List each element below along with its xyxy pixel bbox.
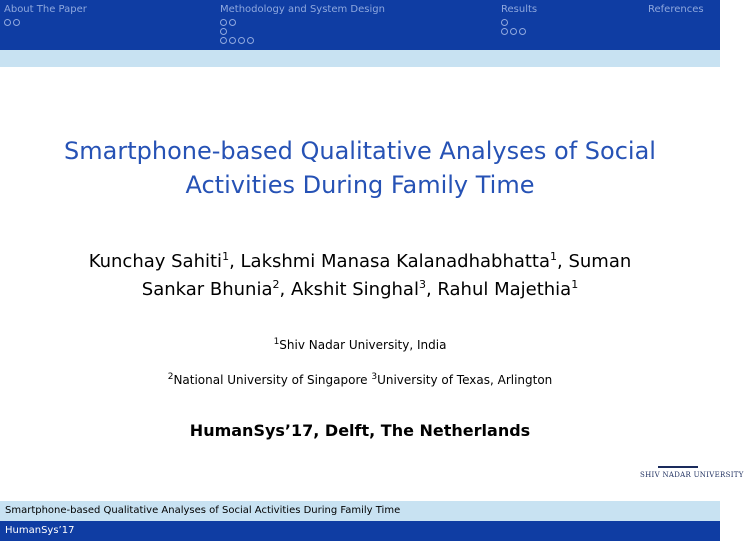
top-navigation-bar <box>0 0 720 50</box>
nav-dot-row <box>4 18 87 27</box>
nav-slide-dot[interactable] <box>229 37 236 44</box>
university-logo <box>640 466 744 484</box>
footer-event-bar <box>0 521 720 541</box>
logo-bar <box>658 466 698 468</box>
author-1-sup: 1 <box>222 250 230 263</box>
nav-section-about[interactable] <box>4 4 87 27</box>
nav-slide-dot[interactable] <box>501 28 508 35</box>
author-3b: Sankar Bhunia <box>141 279 273 300</box>
author-3a: , Suman <box>557 251 632 272</box>
nav-slide-dot[interactable] <box>247 37 254 44</box>
footer-title-bar <box>0 501 720 521</box>
aff3-text: University of Texas, Arlington <box>377 373 553 387</box>
footer-title: Smartphone-based Qualitative Analyses of Social Activities During Family Time <box>5 505 401 516</box>
nav-dot-row <box>501 27 537 36</box>
nav-slide-dot[interactable] <box>13 19 20 26</box>
affiliation-1 <box>40 338 680 352</box>
nav-slide-dot[interactable] <box>220 37 227 44</box>
footer-event: HumanSys’17 <box>5 525 75 536</box>
nav-label-results[interactable]: Results <box>501 4 538 15</box>
aff1-text: Shiv Nadar University, India <box>279 338 447 352</box>
aff2-text: National University of Singapore <box>173 373 372 387</box>
nav-dot-row <box>220 36 385 45</box>
nav-dot-row <box>220 18 385 27</box>
author-list <box>40 248 680 304</box>
nav-slide-dot[interactable] <box>519 28 526 35</box>
nav-dots-results <box>501 18 537 36</box>
title-line-2: Activities During Family Time <box>185 171 535 199</box>
author-4: , Akshit Singhal <box>279 279 419 300</box>
author-1: Kunchay Sahiti <box>88 251 223 272</box>
nav-dot-row <box>220 27 385 36</box>
nav-slide-dot[interactable] <box>510 28 517 35</box>
nav-label-references[interactable]: References <box>648 4 704 15</box>
affiliation-2-3 <box>40 373 680 387</box>
author-5-sup: 1 <box>571 278 579 291</box>
nav-dots-methodology <box>220 18 385 45</box>
venue: HumanSys’17, Delft, The Netherlands <box>189 421 531 440</box>
nav-slide-dot[interactable] <box>501 19 508 26</box>
author-3-sup: 2 <box>272 278 280 291</box>
nav-slide-dot[interactable] <box>220 19 227 26</box>
aff2-sup: 2 <box>167 372 174 382</box>
nav-section-methodology[interactable] <box>220 4 385 45</box>
author-2: , Lakshmi Manasa Kalanadhabhatta <box>229 251 551 272</box>
nav-label-methodology[interactable]: Methodology and System Design <box>220 4 385 15</box>
aff3-sup: 3 <box>371 372 378 382</box>
nav-section-references[interactable] <box>648 4 704 18</box>
nav-slide-dot[interactable] <box>220 28 227 35</box>
author-2-sup: 1 <box>550 250 558 263</box>
title-line-1: Smartphone-based Qualitative Analyses of Social <box>64 137 656 165</box>
author-5: , Rahul Majethia <box>425 279 572 300</box>
slide-title <box>40 134 680 202</box>
aff1-sup: 1 <box>273 337 280 347</box>
nav-slide-dot[interactable] <box>4 19 11 26</box>
nav-slide-dot[interactable] <box>238 37 245 44</box>
nav-section-results[interactable] <box>501 4 537 36</box>
nav-label-about[interactable]: About The Paper <box>4 4 87 15</box>
nav-dots-about <box>4 18 87 27</box>
author-4-sup: 3 <box>418 278 426 291</box>
header-band <box>0 50 720 67</box>
logo-text: SHIV NADAR UNIVERSITY <box>640 471 744 479</box>
nav-slide-dot[interactable] <box>229 19 236 26</box>
nav-dot-row <box>501 18 537 27</box>
